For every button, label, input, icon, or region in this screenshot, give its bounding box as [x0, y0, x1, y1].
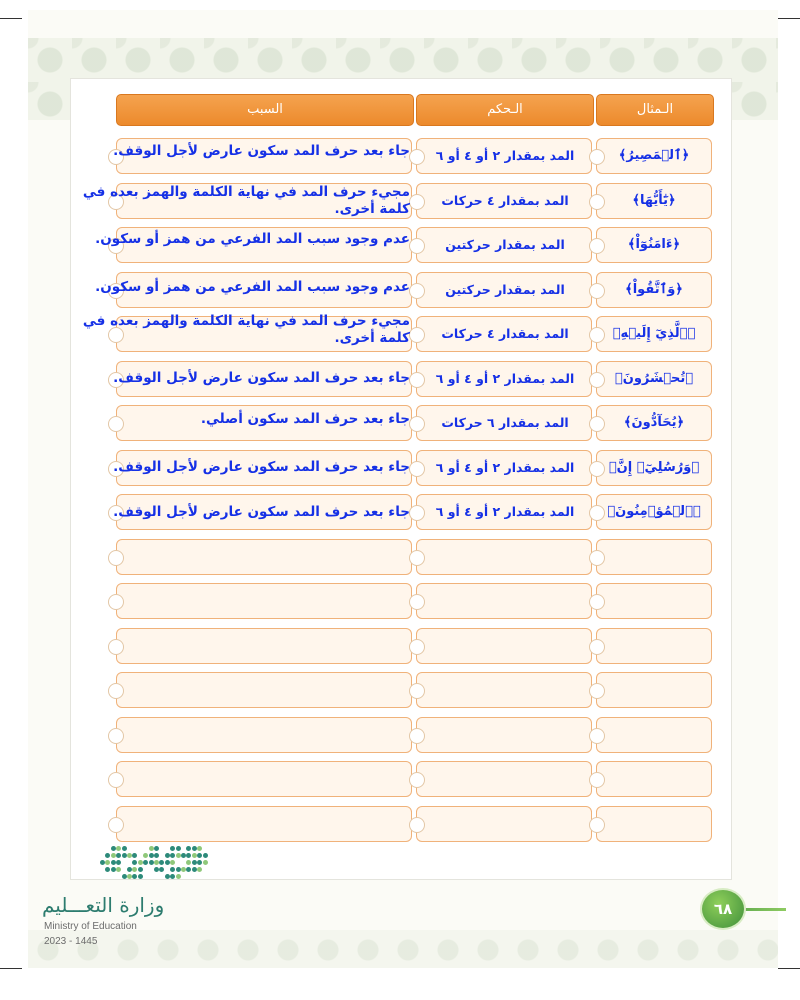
- logo-dot: [127, 853, 132, 858]
- logo-dot: [165, 853, 170, 858]
- rule-text: المد بمقدار ٤ حركات: [441, 326, 569, 341]
- crop-mark: [0, 968, 22, 969]
- logo-dot: [111, 860, 116, 865]
- logo-dot: [197, 846, 202, 851]
- header-rule: الـحكم: [416, 94, 594, 126]
- logo-dot: [186, 853, 191, 858]
- empty-answer-cell: [416, 761, 592, 797]
- logo-dot: [122, 846, 127, 851]
- example-text: ﴿تُحۡشَرُونَ﴾: [614, 371, 694, 386]
- logo-dot: [203, 860, 208, 865]
- logo-dot: [132, 874, 137, 879]
- empty-answer-cell: [116, 539, 412, 575]
- page-number-badge: ٦٨: [700, 888, 746, 930]
- logo-dot: [122, 853, 127, 858]
- logo-dot: [116, 860, 121, 865]
- rule-text: المد بمقدار ٢ أو ٤ أو ٦: [435, 460, 575, 475]
- ministry-name-arabic: وزارة التعـــليم: [42, 893, 165, 917]
- logo-dot: [122, 874, 127, 879]
- example-text: ﴿وَرُسُلِيٓۚ إِنَّ﴾: [608, 460, 700, 475]
- cell-connector: [409, 817, 425, 833]
- empty-answer-cell: [416, 583, 592, 619]
- logo-dot: [197, 867, 202, 872]
- rule-text: المد بمقدار ٤ حركات: [441, 193, 569, 208]
- empty-answer-cell: [116, 628, 412, 664]
- logo-dot: [176, 853, 181, 858]
- logo-dot: [143, 853, 148, 858]
- logo-dot: [192, 846, 197, 851]
- reason-text: عدم وجود سبب المد الفرعي من همز أو سكون.: [95, 279, 410, 295]
- logo-dot: [105, 853, 110, 858]
- empty-answer-cell: [596, 761, 712, 797]
- cell-connector: [108, 728, 124, 744]
- crop-mark: [0, 18, 22, 19]
- logo-dot: [192, 860, 197, 865]
- empty-answer-cell: [116, 583, 412, 619]
- logo-dot: [149, 860, 154, 865]
- logo-dot: [159, 867, 164, 872]
- reason-text: مجيء حرف المد في نهاية الكلمة والهمز بعده في كلمة أخرى.: [82, 313, 410, 346]
- crop-mark: [778, 968, 800, 969]
- reason-text: جاء بعد حرف المد سكون عارض لأجل الوقف.: [113, 370, 410, 386]
- empty-answer-cell: [596, 628, 712, 664]
- logo-dot: [192, 867, 197, 872]
- logo-dot: [111, 853, 116, 858]
- logo-dot: [127, 867, 132, 872]
- ministry-logo-icon: [100, 846, 212, 882]
- logo-dot: [186, 867, 191, 872]
- cell-connector: [108, 683, 124, 699]
- logo-dot: [138, 874, 143, 879]
- cell-connector: [589, 772, 605, 788]
- crop-mark: [778, 18, 800, 19]
- rule-text: المد بمقدار حركتين: [445, 282, 565, 297]
- empty-answer-cell: [596, 539, 712, 575]
- decorative-pattern-bottom: [28, 930, 778, 968]
- logo-dot: [181, 867, 186, 872]
- empty-answer-cell: [596, 583, 712, 619]
- cell-connector: [589, 550, 605, 566]
- logo-dot: [111, 867, 116, 872]
- rule-text: المد بمقدار ٦ حركات: [441, 415, 569, 430]
- logo-dot: [111, 846, 116, 851]
- cell-connector: [108, 594, 124, 610]
- logo-dot: [138, 860, 143, 865]
- empty-answer-cell: [596, 717, 712, 753]
- logo-dot: [116, 867, 121, 872]
- logo-dot: [181, 853, 186, 858]
- logo-dot: [132, 860, 137, 865]
- reason-text: مجيء حرف المد في نهاية الكلمة والهمز بعده في كلمة أخرى.: [82, 184, 410, 217]
- logo-dot: [116, 846, 121, 851]
- empty-answer-cell: [116, 806, 412, 842]
- logo-dot: [149, 846, 154, 851]
- logo-dot: [165, 874, 170, 879]
- logo-dot: [176, 846, 181, 851]
- empty-answer-cell: [416, 672, 592, 708]
- logo-dot: [154, 860, 159, 865]
- logo-dot: [170, 853, 175, 858]
- logo-dot: [197, 853, 202, 858]
- logo-dot: [170, 860, 175, 865]
- reason-text: جاء بعد حرف المد سكون أصلي.: [200, 411, 410, 427]
- logo-dot: [149, 853, 154, 858]
- logo-dot: [192, 853, 197, 858]
- logo-dot: [176, 867, 181, 872]
- logo-dot: [186, 860, 191, 865]
- cell-connector: [589, 594, 605, 610]
- example-text: ﴿ٱلَّذِيٓ إِلَيۡهِ﴾: [612, 326, 696, 341]
- logo-dot: [105, 860, 110, 865]
- logo-dot: [127, 874, 132, 879]
- example-text: ﴿ٱلۡمَصِيرُ﴾: [618, 148, 690, 163]
- reason-text: جاء بعد حرف المد سكون عارض لأجل الوقف.: [113, 504, 410, 520]
- example-text: ﴿يُحَآدُّونَ﴾: [623, 415, 685, 430]
- rule-text: المد بمقدار حركتين: [445, 237, 565, 252]
- cell-connector: [108, 550, 124, 566]
- logo-dot: [154, 867, 159, 872]
- example-text: ﴿ٱلۡمُؤۡمِنُونَ﴾: [607, 504, 701, 519]
- example-text: ﴿وَٱتَّقُواْ﴾: [625, 282, 683, 297]
- ministry-name-english: Ministry of Education: [44, 921, 137, 932]
- empty-answer-cell: [116, 761, 412, 797]
- logo-dot: [176, 874, 181, 879]
- cell-connector: [409, 772, 425, 788]
- cell-connector: [409, 728, 425, 744]
- empty-answer-cell: [596, 806, 712, 842]
- example-text: ﴿يَٰٓأَيُّهَا﴾: [632, 193, 676, 208]
- ministry-year: 2023 - 1445: [44, 936, 98, 947]
- logo-dot: [197, 860, 202, 865]
- cell-connector: [589, 639, 605, 655]
- logo-dot: [143, 860, 148, 865]
- rule-text: المد بمقدار ٢ أو ٤ أو ٦: [435, 371, 575, 386]
- header-reason: السبب: [116, 94, 414, 126]
- cell-connector: [108, 772, 124, 788]
- logo-dot: [154, 846, 159, 851]
- header-example: الـمثال: [596, 94, 714, 126]
- logo-dot: [138, 867, 143, 872]
- cell-connector: [589, 817, 605, 833]
- empty-answer-cell: [416, 806, 592, 842]
- logo-dot: [100, 860, 105, 865]
- cell-connector: [409, 683, 425, 699]
- rule-text: المد بمقدار ٢ أو ٤ أو ٦: [435, 148, 575, 163]
- logo-dot: [170, 867, 175, 872]
- empty-answer-cell: [116, 717, 412, 753]
- reason-text: جاء بعد حرف المد سكون عارض لأجل الوقف.: [113, 459, 410, 475]
- empty-answer-cell: [416, 717, 592, 753]
- logo-dot: [105, 867, 110, 872]
- logo-dot: [165, 860, 170, 865]
- cell-connector: [409, 550, 425, 566]
- cell-connector: [409, 639, 425, 655]
- cell-connector: [108, 817, 124, 833]
- logo-dot: [186, 846, 191, 851]
- logo-dot: [132, 867, 137, 872]
- logo-dot: [132, 853, 137, 858]
- logo-dot: [170, 874, 175, 879]
- empty-answer-cell: [116, 672, 412, 708]
- logo-dot: [170, 846, 175, 851]
- reason-text: عدم وجود سبب المد الفرعي من همز أو سكون.: [95, 231, 410, 247]
- logo-dot: [116, 853, 121, 858]
- empty-answer-cell: [416, 628, 592, 664]
- empty-answer-cell: [416, 539, 592, 575]
- cell-connector: [589, 683, 605, 699]
- reason-text: جاء بعد حرف المد سكون عارض لأجل الوقف.: [113, 143, 410, 159]
- logo-dot: [203, 853, 208, 858]
- logo-dot: [154, 853, 159, 858]
- logo-dot: [159, 860, 164, 865]
- cell-connector: [589, 728, 605, 744]
- empty-answer-cell: [596, 672, 712, 708]
- cell-connector: [108, 639, 124, 655]
- example-text: ﴿ءَامَنُوٓاْ﴾: [627, 237, 681, 252]
- rule-text: المد بمقدار ٢ أو ٤ أو ٦: [435, 504, 575, 519]
- cell-connector: [409, 594, 425, 610]
